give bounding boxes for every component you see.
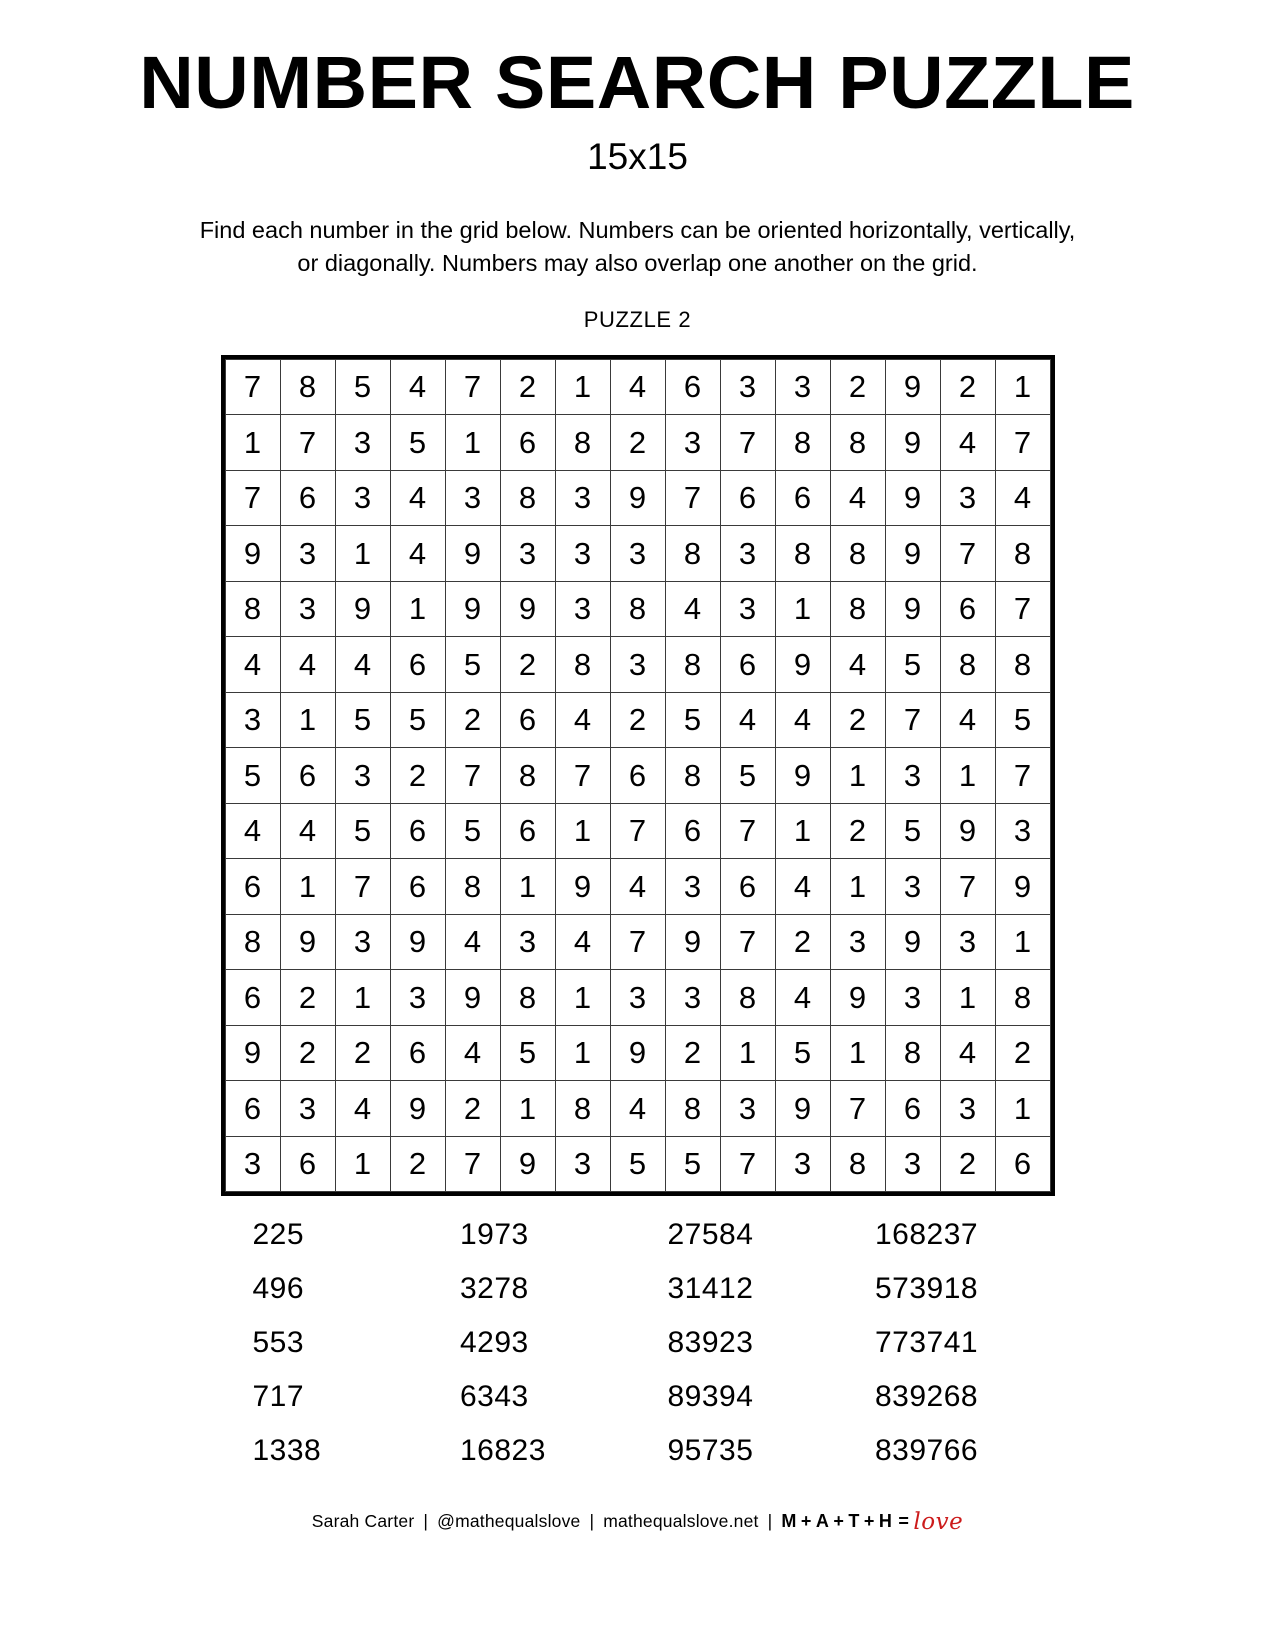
- grid-cell[interactable]: 3: [885, 748, 940, 804]
- grid-row: [225, 970, 1050, 1026]
- footer-separator-3: |: [767, 1510, 773, 1531]
- grid-cell[interactable]: 7: [445, 748, 500, 804]
- grid-row: [225, 470, 1050, 526]
- grid-cell[interactable]: 1: [775, 581, 830, 637]
- grid-cell[interactable]: 7: [445, 359, 500, 415]
- grid-cell[interactable]: 4: [335, 1081, 390, 1137]
- grid-cell[interactable]: 8: [830, 581, 885, 637]
- grid-cell[interactable]: 6: [720, 470, 775, 526]
- grid-cell[interactable]: 6: [940, 581, 995, 637]
- grid-cell[interactable]: 8: [665, 526, 720, 582]
- grid-cell[interactable]: 4: [225, 637, 280, 693]
- logo-plus-1: +: [800, 1510, 812, 1531]
- grid-row: [225, 692, 1050, 748]
- grid-cell[interactable]: 9: [830, 970, 885, 1026]
- grid-cell[interactable]: 9: [445, 581, 500, 637]
- grid-cell[interactable]: 4: [390, 526, 445, 582]
- grid-cell[interactable]: 3: [665, 415, 720, 471]
- grid-cell[interactable]: 7: [830, 1081, 885, 1137]
- footer-author: Sarah Carter: [311, 1510, 415, 1531]
- instructions-text: Find each number in the grid below. Numbers can be oriented horizontally, vertically, or diagonally. Numbers may also overlap one another on the grid.: [199, 217, 1076, 277]
- grid-cell[interactable]: 9: [555, 859, 610, 915]
- grid-cell[interactable]: 3: [885, 970, 940, 1026]
- logo-letter-m: M: [781, 1510, 797, 1531]
- grid-cell[interactable]: 4: [940, 1025, 995, 1081]
- grid-cell[interactable]: 9: [335, 581, 390, 637]
- grid-cell[interactable]: 3: [225, 1136, 280, 1192]
- grid-cell[interactable]: 1: [995, 914, 1050, 970]
- grid-cell[interactable]: 2: [390, 1136, 445, 1192]
- grid-cell[interactable]: 8: [885, 1025, 940, 1081]
- footer-separator-2: |: [589, 1510, 595, 1531]
- grid-cell[interactable]: 8: [500, 470, 555, 526]
- grid-cell[interactable]: 7: [280, 415, 335, 471]
- grid-cell[interactable]: 4: [555, 692, 610, 748]
- number-list-item[interactable]: 573918: [875, 1272, 979, 1306]
- grid-cell[interactable]: 1: [555, 803, 610, 859]
- grid-cell[interactable]: 8: [940, 637, 995, 693]
- grid-cell[interactable]: 1: [940, 748, 995, 804]
- grid-cell[interactable]: 6: [610, 748, 665, 804]
- grid-cell[interactable]: 3: [280, 1081, 335, 1137]
- grid-cell[interactable]: 5: [335, 692, 390, 748]
- grid-cell[interactable]: 8: [665, 637, 720, 693]
- grid-cell[interactable]: 3: [940, 1081, 995, 1137]
- grid-cell[interactable]: 3: [610, 637, 665, 693]
- grid-cell[interactable]: 5: [665, 692, 720, 748]
- grid-row: [225, 1025, 1050, 1081]
- grid-cell[interactable]: 6: [390, 1025, 445, 1081]
- grid-cell[interactable]: 4: [335, 637, 390, 693]
- grid-row: [225, 748, 1050, 804]
- grid-cell[interactable]: 9: [885, 914, 940, 970]
- logo-plus-3: +: [863, 1510, 875, 1531]
- grid-cell[interactable]: 4: [830, 470, 885, 526]
- grid-cell[interactable]: 2: [280, 970, 335, 1026]
- grid-cell[interactable]: 1: [225, 415, 280, 471]
- grid-cell[interactable]: 9: [500, 1136, 555, 1192]
- grid-cell[interactable]: 3: [390, 970, 445, 1026]
- grid-cell[interactable]: 8: [995, 526, 1050, 582]
- grid-cell[interactable]: 5: [665, 1136, 720, 1192]
- grid-cell[interactable]: 2: [500, 637, 555, 693]
- grid-cell[interactable]: 1: [830, 859, 885, 915]
- grid-cell[interactable]: 8: [610, 581, 665, 637]
- grid-cell[interactable]: 8: [775, 526, 830, 582]
- grid-cell[interactable]: 7: [720, 415, 775, 471]
- grid-cell[interactable]: 4: [995, 470, 1050, 526]
- grid-cell[interactable]: 4: [225, 803, 280, 859]
- grid-cell[interactable]: 2: [995, 1025, 1050, 1081]
- grid-cell[interactable]: 8: [225, 581, 280, 637]
- number-list-item[interactable]: 553: [252, 1326, 305, 1360]
- grid-cell[interactable]: 1: [940, 970, 995, 1026]
- number-list-item[interactable]: 27584: [667, 1218, 754, 1252]
- grid-cell[interactable]: 6: [225, 1081, 280, 1137]
- grid-cell[interactable]: 4: [830, 637, 885, 693]
- grid-cell[interactable]: 6: [665, 359, 720, 415]
- grid-cell[interactable]: 4: [280, 803, 335, 859]
- grid-cell[interactable]: 6: [500, 692, 555, 748]
- grid-cell[interactable]: 5: [885, 637, 940, 693]
- grid-cell[interactable]: 8: [995, 970, 1050, 1026]
- grid-cell[interactable]: 4: [775, 859, 830, 915]
- grid-cell[interactable]: 6: [280, 1136, 335, 1192]
- grid-cell[interactable]: 9: [610, 1025, 665, 1081]
- puzzle-number-label: PUZZLE 2: [583, 306, 692, 332]
- grid-cell[interactable]: 3: [720, 1081, 775, 1137]
- grid-cell[interactable]: 7: [995, 581, 1050, 637]
- number-list: [223, 1218, 1053, 1468]
- grid-cell[interactable]: 4: [280, 637, 335, 693]
- grid-row: [225, 914, 1050, 970]
- grid-cell[interactable]: 9: [885, 470, 940, 526]
- grid-cell[interactable]: 6: [665, 803, 720, 859]
- grid-cell[interactable]: 3: [940, 914, 995, 970]
- grid-cell[interactable]: 4: [610, 1081, 665, 1137]
- grid-cell[interactable]: 5: [995, 692, 1050, 748]
- grid-cell[interactable]: 3: [555, 526, 610, 582]
- number-list-item[interactable]: 31412: [667, 1272, 754, 1306]
- grid-cell[interactable]: 7: [885, 692, 940, 748]
- grid-cell[interactable]: 3: [665, 859, 720, 915]
- grid-cell[interactable]: 1: [555, 1025, 610, 1081]
- grid-cell[interactable]: 4: [555, 914, 610, 970]
- grid-cell[interactable]: 3: [280, 581, 335, 637]
- grid-cell[interactable]: 5: [720, 748, 775, 804]
- grid-cell[interactable]: 3: [555, 1136, 610, 1192]
- grid-cell[interactable]: 8: [665, 748, 720, 804]
- grid-cell[interactable]: 9: [445, 970, 500, 1026]
- grid-cell[interactable]: 7: [665, 470, 720, 526]
- grid-cell[interactable]: 7: [720, 803, 775, 859]
- grid-cell[interactable]: 9: [280, 914, 335, 970]
- grid-cell[interactable]: 8: [280, 359, 335, 415]
- grid-cell[interactable]: 1: [995, 359, 1050, 415]
- footer: [312, 1508, 963, 1534]
- grid-cell[interactable]: 2: [940, 1136, 995, 1192]
- grid-cell[interactable]: 6: [995, 1136, 1050, 1192]
- grid-row: [225, 1136, 1050, 1192]
- grid-cell[interactable]: 3: [445, 470, 500, 526]
- grid-cell[interactable]: 6: [280, 748, 335, 804]
- grid-cell[interactable]: 6: [280, 470, 335, 526]
- grid-cell[interactable]: 6: [390, 803, 445, 859]
- grid-size-subtitle: 15x15: [587, 136, 688, 177]
- grid-cell[interactable]: 3: [995, 803, 1050, 859]
- grid-cell[interactable]: 3: [280, 526, 335, 582]
- grid-cell[interactable]: 1: [500, 1081, 555, 1137]
- grid-cell[interactable]: 7: [940, 526, 995, 582]
- grid-cell[interactable]: 3: [610, 970, 665, 1026]
- number-list-item[interactable]: 83923: [667, 1326, 754, 1360]
- grid-cell[interactable]: 9: [390, 914, 445, 970]
- grid-cell[interactable]: 4: [940, 692, 995, 748]
- grid-cell[interactable]: 2: [390, 748, 445, 804]
- grid-cell[interactable]: 3: [720, 526, 775, 582]
- number-list-item[interactable]: 839766: [875, 1434, 979, 1468]
- grid-cell[interactable]: 9: [225, 1025, 280, 1081]
- grid-cell[interactable]: 1: [555, 970, 610, 1026]
- grid-cell[interactable]: 1: [775, 803, 830, 859]
- grid-cell[interactable]: 1: [995, 1081, 1050, 1137]
- grid-cell[interactable]: 2: [280, 1025, 335, 1081]
- grid-cell[interactable]: 5: [335, 359, 390, 415]
- grid-cell[interactable]: 2: [830, 692, 885, 748]
- grid-cell[interactable]: 4: [610, 859, 665, 915]
- grid-cell[interactable]: 6: [885, 1081, 940, 1137]
- grid-cell[interactable]: 1: [830, 1025, 885, 1081]
- grid-cell[interactable]: 9: [500, 581, 555, 637]
- grid-cell[interactable]: 9: [775, 1081, 830, 1137]
- number-list-item[interactable]: 496: [252, 1272, 305, 1306]
- grid-cell[interactable]: 1: [720, 1025, 775, 1081]
- grid-cell[interactable]: 7: [225, 470, 280, 526]
- grid-cell[interactable]: 9: [885, 526, 940, 582]
- grid-cell[interactable]: 6: [720, 637, 775, 693]
- grid-cell[interactable]: 6: [500, 415, 555, 471]
- grid-cell[interactable]: 1: [280, 859, 335, 915]
- footer-separator-1: |: [423, 1510, 429, 1531]
- footer-website: mathequalslove.net: [603, 1510, 759, 1531]
- number-list-item[interactable]: 1973: [460, 1218, 529, 1252]
- grid-cell[interactable]: 3: [940, 470, 995, 526]
- number-grid-container: [221, 355, 1055, 1197]
- number-list-item[interactable]: 16823: [460, 1434, 546, 1468]
- grid-cell[interactable]: 1: [335, 1136, 390, 1192]
- grid-cell[interactable]: 4: [390, 470, 445, 526]
- grid-cell[interactable]: 5: [445, 637, 500, 693]
- logo-equals: =: [898, 1510, 910, 1531]
- grid-cell[interactable]: 7: [940, 859, 995, 915]
- grid-cell[interactable]: 8: [500, 748, 555, 804]
- grid-cell[interactable]: 3: [830, 914, 885, 970]
- grid-cell[interactable]: 3: [885, 859, 940, 915]
- grid-cell[interactable]: 4: [390, 359, 445, 415]
- grid-cell[interactable]: 6: [775, 470, 830, 526]
- grid-cell[interactable]: 3: [665, 970, 720, 1026]
- grid-cell[interactable]: 9: [775, 637, 830, 693]
- grid-cell[interactable]: 2: [335, 1025, 390, 1081]
- logo-letter-t: T: [848, 1510, 860, 1531]
- grid-cell[interactable]: 4: [940, 415, 995, 471]
- grid-cell[interactable]: 8: [500, 970, 555, 1026]
- grid-cell[interactable]: 7: [995, 415, 1050, 471]
- grid-cell[interactable]: 8: [445, 859, 500, 915]
- grid-cell[interactable]: 3: [610, 526, 665, 582]
- grid-cell[interactable]: 5: [885, 803, 940, 859]
- grid-cell[interactable]: 9: [775, 748, 830, 804]
- grid-cell[interactable]: 6: [225, 859, 280, 915]
- grid-cell[interactable]: 3: [720, 581, 775, 637]
- grid-cell[interactable]: 9: [940, 803, 995, 859]
- grid-cell[interactable]: 5: [500, 1025, 555, 1081]
- number-list-item[interactable]: 839268: [875, 1380, 979, 1414]
- grid-cell[interactable]: 1: [335, 526, 390, 582]
- grid-cell[interactable]: 3: [500, 914, 555, 970]
- grid-cell[interactable]: 9: [225, 526, 280, 582]
- grid-cell[interactable]: 6: [225, 970, 280, 1026]
- grid-cell[interactable]: 4: [775, 970, 830, 1026]
- number-list-item[interactable]: 773741: [875, 1326, 979, 1360]
- math-equals-love-logo: [781, 1508, 963, 1534]
- grid-cell[interactable]: 2: [830, 803, 885, 859]
- grid-row: [225, 803, 1050, 859]
- grid-cell[interactable]: 4: [665, 581, 720, 637]
- grid-cell[interactable]: 2: [775, 914, 830, 970]
- number-grid: [225, 359, 1051, 1193]
- grid-cell[interactable]: 2: [610, 692, 665, 748]
- grid-cell[interactable]: 1: [555, 359, 610, 415]
- grid-row: [225, 359, 1050, 415]
- grid-cell[interactable]: 7: [995, 748, 1050, 804]
- grid-cell[interactable]: 2: [500, 359, 555, 415]
- grid-cell[interactable]: 5: [445, 803, 500, 859]
- grid-cell[interactable]: 2: [445, 1081, 500, 1137]
- grid-cell[interactable]: 7: [720, 1136, 775, 1192]
- grid-row: [225, 581, 1050, 637]
- grid-cell[interactable]: 3: [885, 1136, 940, 1192]
- grid-cell[interactable]: 1: [280, 692, 335, 748]
- grid-cell[interactable]: 7: [610, 803, 665, 859]
- grid-cell[interactable]: 5: [775, 1025, 830, 1081]
- grid-cell[interactable]: 8: [555, 1081, 610, 1137]
- grid-cell[interactable]: 9: [390, 1081, 445, 1137]
- logo-letter-h: H: [878, 1510, 893, 1531]
- grid-cell[interactable]: 3: [335, 914, 390, 970]
- grid-cell[interactable]: 8: [225, 914, 280, 970]
- logo-love-script: love: [913, 1509, 964, 1536]
- grid-cell[interactable]: 3: [500, 526, 555, 582]
- grid-cell[interactable]: 9: [885, 415, 940, 471]
- grid-cell[interactable]: 6: [390, 637, 445, 693]
- grid-cell[interactable]: 7: [335, 859, 390, 915]
- grid-cell[interactable]: 9: [885, 359, 940, 415]
- number-list-item[interactable]: 168237: [875, 1218, 979, 1252]
- grid-cell[interactable]: 3: [775, 359, 830, 415]
- number-list-item[interactable]: 4293: [460, 1326, 529, 1360]
- page-title: NUMBER SEARCH PUZZLE: [139, 41, 1136, 124]
- grid-cell[interactable]: 4: [720, 692, 775, 748]
- number-list-item[interactable]: 1338: [252, 1434, 322, 1468]
- grid-row: [225, 637, 1050, 693]
- grid-cell[interactable]: 1: [390, 581, 445, 637]
- grid-row: [225, 415, 1050, 471]
- grid-row: [225, 526, 1050, 582]
- grid-cell[interactable]: 3: [225, 692, 280, 748]
- grid-cell[interactable]: 5: [335, 803, 390, 859]
- grid-cell[interactable]: 9: [610, 470, 665, 526]
- grid-cell[interactable]: 7: [610, 914, 665, 970]
- footer-handle: @mathequalslove: [437, 1510, 581, 1531]
- grid-cell[interactable]: 8: [720, 970, 775, 1026]
- grid-cell[interactable]: 5: [610, 1136, 665, 1192]
- number-list-item[interactable]: 225: [252, 1218, 305, 1252]
- logo-plus-2: +: [833, 1510, 845, 1531]
- grid-cell[interactable]: 7: [445, 1136, 500, 1192]
- grid-cell[interactable]: 8: [830, 415, 885, 471]
- grid-cell[interactable]: 8: [665, 1081, 720, 1137]
- grid-cell[interactable]: 4: [775, 692, 830, 748]
- grid-cell[interactable]: 7: [555, 748, 610, 804]
- grid-cell[interactable]: 7: [720, 914, 775, 970]
- grid-cell[interactable]: 8: [555, 415, 610, 471]
- grid-cell[interactable]: 2: [665, 1025, 720, 1081]
- grid-cell[interactable]: 3: [335, 470, 390, 526]
- grid-cell[interactable]: 8: [830, 526, 885, 582]
- grid-cell[interactable]: 9: [995, 859, 1050, 915]
- number-list-item[interactable]: 717: [252, 1380, 305, 1414]
- number-list-item[interactable]: 95735: [667, 1434, 754, 1468]
- grid-cell[interactable]: 3: [555, 470, 610, 526]
- number-list-item[interactable]: 89394: [667, 1380, 754, 1414]
- grid-cell[interactable]: 6: [390, 859, 445, 915]
- grid-cell[interactable]: 5: [225, 748, 280, 804]
- grid-cell[interactable]: 4: [445, 914, 500, 970]
- grid-cell[interactable]: 1: [830, 748, 885, 804]
- grid-cell[interactable]: 1: [500, 859, 555, 915]
- grid-cell[interactable]: 2: [445, 692, 500, 748]
- grid-cell[interactable]: 1: [335, 970, 390, 1026]
- grid-cell[interactable]: 3: [335, 748, 390, 804]
- grid-row: [225, 1081, 1050, 1137]
- grid-row: [225, 859, 1050, 915]
- grid-cell[interactable]: 8: [830, 1136, 885, 1192]
- grid-cell[interactable]: 6: [720, 859, 775, 915]
- grid-cell[interactable]: 2: [610, 415, 665, 471]
- logo-letter-a: A: [815, 1510, 830, 1531]
- grid-cell[interactable]: 3: [775, 1136, 830, 1192]
- grid-cell[interactable]: 6: [500, 803, 555, 859]
- grid-cell[interactable]: 5: [390, 415, 445, 471]
- grid-cell[interactable]: 2: [830, 359, 885, 415]
- grid-cell[interactable]: 3: [720, 359, 775, 415]
- grid-cell[interactable]: 9: [665, 914, 720, 970]
- grid-cell[interactable]: 5: [390, 692, 445, 748]
- grid-cell[interactable]: 8: [775, 415, 830, 471]
- grid-cell[interactable]: 4: [610, 359, 665, 415]
- number-list-item[interactable]: 3278: [460, 1272, 529, 1306]
- grid-cell[interactable]: 3: [335, 415, 390, 471]
- grid-cell[interactable]: 7: [225, 359, 280, 415]
- grid-cell[interactable]: 4: [445, 1025, 500, 1081]
- grid-cell[interactable]: 9: [445, 526, 500, 582]
- grid-cell[interactable]: 3: [555, 581, 610, 637]
- grid-cell[interactable]: 8: [995, 637, 1050, 693]
- grid-cell[interactable]: 2: [940, 359, 995, 415]
- grid-cell[interactable]: 1: [445, 415, 500, 471]
- number-list-item[interactable]: 6343: [460, 1380, 529, 1414]
- grid-cell[interactable]: 8: [555, 637, 610, 693]
- grid-cell[interactable]: 9: [885, 581, 940, 637]
